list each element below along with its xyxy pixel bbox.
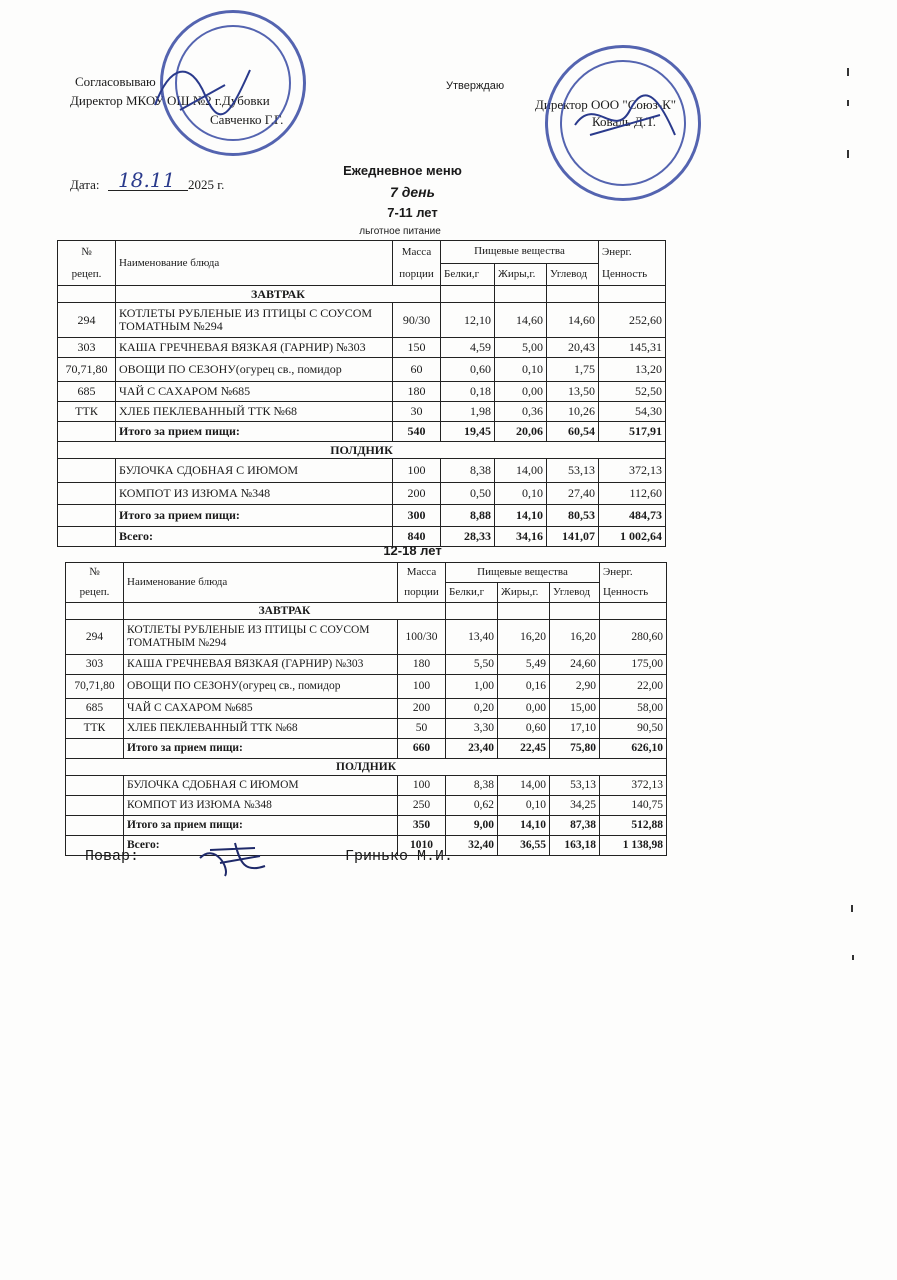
table-row: БУЛОЧКА СДОБНАЯ С ИЮМОМ 100 8,38 14,00 53,13 372,13: [66, 776, 667, 796]
breakfast-total-row: Итого за прием пищи: 660 23,40 22,45 75,80 626,10: [66, 739, 667, 759]
table-row: 303 КАША ГРЕЧНЕВАЯ ВЯЗКАЯ (ГАРНИР) №303 150 4,59 5,00 20,43 145,31: [58, 338, 666, 358]
edge-mark: [851, 905, 853, 912]
grand-total-row: Всего: 840 28,33 34,16 141,07 1 002,64: [58, 527, 666, 547]
table-row: БУЛОЧКА СДОБНАЯ С ИЮМОМ 100 8,38 14,00 53,13 372,13: [58, 459, 666, 483]
table-row: КОМПОТ ИЗ ИЗЮМА №348 200 0,50 0,10 27,40 112,60: [58, 483, 666, 505]
approve-label: Утверждаю: [446, 80, 505, 92]
menu-subtitle: льготное питание: [359, 226, 441, 237]
col-portion: порции: [393, 263, 441, 286]
col-energy: Энерг.: [599, 241, 666, 264]
col-protein: Белки,г: [441, 263, 495, 286]
col-carb: Углевод: [547, 263, 599, 286]
col-mass: Масса: [393, 241, 441, 264]
table-header-row: № Наименование блюда Масса Пищевые вещества Энерг.: [66, 563, 667, 583]
date-year: 2025 г.: [188, 177, 225, 192]
section-snack: ПОЛДНИК: [66, 759, 667, 776]
edge-mark: [847, 68, 849, 76]
col-nutrients: Пищевые вещества: [441, 241, 599, 264]
date-label: Дата:: [70, 177, 100, 192]
menu-table-12-18: [65, 562, 667, 856]
approver-signature: [570, 90, 680, 150]
col-dish: Наименование блюда: [116, 241, 393, 286]
cook-name: Гринько М.И.: [345, 848, 454, 865]
director-signature: [150, 55, 260, 125]
col-recipe: рецеп.: [58, 263, 116, 286]
table-row: 294 КОТЛЕТЫ РУБЛЕНЫЕ ИЗ ПТИЦЫ С СОУСОМ ТОМАТНЫМ №294 100/30 13,40 16,20 16,20 280,60: [66, 620, 667, 655]
section-breakfast: ЗАВТРАК: [66, 603, 667, 620]
menu-title: Ежедневное меню: [343, 163, 462, 178]
edge-mark: [847, 150, 849, 158]
table-row: КОМПОТ ИЗ ИЗЮМА №348 250 0,62 0,10 34,25 140,75: [66, 796, 667, 816]
grand-total-row: Всего: 1010 32,40 36,55 163,18 1 138,98: [66, 836, 667, 856]
breakfast-total-row: Итого за прием пищи: 540 19,45 20,06 60,54 517,91: [58, 422, 666, 442]
table-subheader-row: рецеп. порции Белки,г Жиры,г. Углевод Ценность: [66, 583, 667, 603]
approve-name: Коваль Д.Т.: [592, 114, 657, 129]
col-energy-value: Ценность: [599, 263, 666, 286]
edge-mark: [847, 100, 849, 106]
director-name: Савченко Г.Г.: [210, 112, 284, 127]
menu-table-7-11: [57, 240, 666, 547]
approve-line: Директор ООО "Союз-К": [535, 97, 677, 112]
snack-total-row: Итого за прием пищи: 300 8,88 14,10 80,53 484,73: [58, 505, 666, 527]
edge-mark: [852, 955, 854, 960]
section-snack: ПОЛДНИК: [58, 442, 666, 459]
table-header-row: [58, 241, 666, 264]
menu-day: 7 день: [390, 184, 435, 200]
col-num: №: [58, 241, 116, 264]
agree-label: Согласовываю: [75, 74, 156, 89]
director-line: Директор МКОУ ОШ №2 г.Дубовки: [70, 93, 270, 108]
table-row: 685 ЧАЙ С САХАРОМ №685 180 0,18 0,00 13,50 52,50: [58, 382, 666, 402]
col-fat: Жиры,г.: [495, 263, 547, 286]
table-row: 70,71,80 ОВОЩИ ПО СЕЗОНУ(огурец св., помидор 60 0,60 0,10 1,75 13,20: [58, 358, 666, 382]
cook-signature: [195, 838, 270, 883]
snack-total-row: Итого за прием пищи: 350 9,00 14,10 87,38 512,88: [66, 816, 667, 836]
table-row: 70,71,80 ОВОЩИ ПО СЕЗОНУ(огурец св., помидор 100 1,00 0,16 2,90 22,00: [66, 675, 667, 699]
table-row: 294 КОТЛЕТЫ РУБЛЕНЫЕ ИЗ ПТИЦЫ С СОУСОМ ТОМАТНЫМ №294 90/30 12,10 14,60 14,60 252,60: [58, 303, 666, 338]
section-breakfast: ЗАВТРАК: [58, 286, 666, 303]
cook-label: Повар:: [85, 848, 140, 865]
age-group-1: 7-11 лет: [387, 205, 438, 220]
table-row: 685 ЧАЙ С САХАРОМ №685 200 0,20 0,00 15,00 58,00: [66, 699, 667, 719]
table-row: ТТК ХЛЕБ ПЕКЛЕВАННЫЙ ТТК №68 30 1,98 0,36 10,26 54,30: [58, 402, 666, 422]
age-group-2: 12-18 лет: [383, 543, 442, 558]
table-row: 303 КАША ГРЕЧНЕВАЯ ВЯЗКАЯ (ГАРНИР) №303 180 5,50 5,49 24,60 175,00: [66, 655, 667, 675]
table-row: ТТК ХЛЕБ ПЕКЛЕВАННЫЙ ТТК №68 50 3,30 0,60 17,10 90,50: [66, 719, 667, 739]
date-value: 18.11: [118, 168, 176, 192]
